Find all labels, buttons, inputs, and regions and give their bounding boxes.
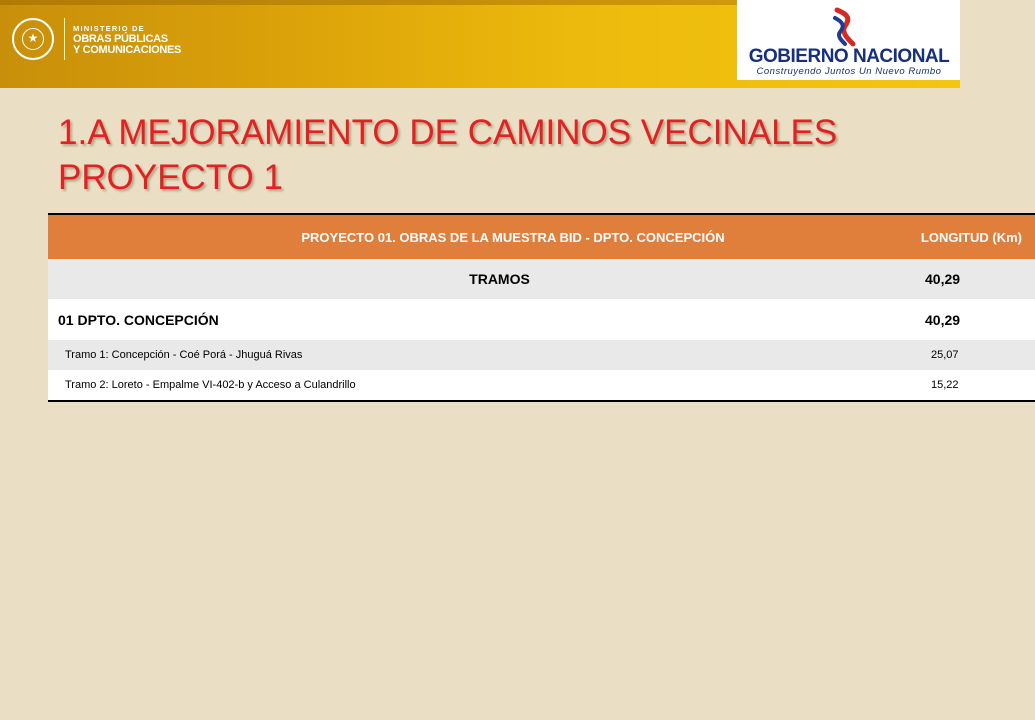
- table-row: [48, 340, 1035, 370]
- ministry-logo: [12, 14, 181, 64]
- ministry-line-2: OBRAS PÚBLICAS: [73, 32, 168, 45]
- title-line-1: 1.A MEJORAMIENTO DE CAMINOS VECINALES: [58, 113, 838, 152]
- total-value: 40,29: [873, 259, 1035, 299]
- project-table: [48, 213, 1035, 402]
- segment-value: 25,07: [873, 340, 1035, 370]
- ministry-line-3: Y COMUNICACIONES: [73, 43, 182, 56]
- national-seal-icon: [12, 18, 54, 60]
- header-length-cell: LONGITUD (Km): [873, 214, 1035, 259]
- table-header-row: [48, 214, 1035, 259]
- segment-label: Tramo 2: Loreto - Empalme VI-402-b y Acceso a Culandrillo: [48, 370, 873, 401]
- logo-divider: [64, 18, 65, 60]
- total-row: [48, 259, 1035, 299]
- page-title: [58, 110, 918, 200]
- flag-swoosh-icon: [833, 8, 857, 48]
- segment-label: Tramo 1: Concepción - Coé Porá - Jhuguá Rivas: [48, 340, 873, 370]
- gobierno-nacional-logo: [737, 0, 960, 80]
- title-line-2: PROYECTO 1: [58, 158, 283, 197]
- department-row: [48, 299, 1035, 340]
- department-label: 01 DPTO. CONCEPCIÓN: [48, 299, 873, 340]
- header-project-cell: PROYECTO 01. OBRAS DE LA MUESTRA BID - DPTO. CONCEPCIÓN: [48, 214, 873, 259]
- seal-inner-ring: [22, 28, 44, 50]
- segment-value: 15,22: [873, 370, 1035, 401]
- gobierno-slogan: Construyendo Juntos Un Nuevo Rumbo: [756, 66, 942, 77]
- gobierno-name: GOBIERNO NACIONAL: [748, 46, 950, 67]
- star-icon: ★: [27, 31, 39, 45]
- table-row: [48, 370, 1035, 401]
- ministry-line-1: MINISTERIO DE: [73, 23, 145, 33]
- ministry-name: [73, 23, 181, 56]
- total-label: TRAMOS: [48, 259, 873, 299]
- department-value: 40,29: [873, 299, 1035, 340]
